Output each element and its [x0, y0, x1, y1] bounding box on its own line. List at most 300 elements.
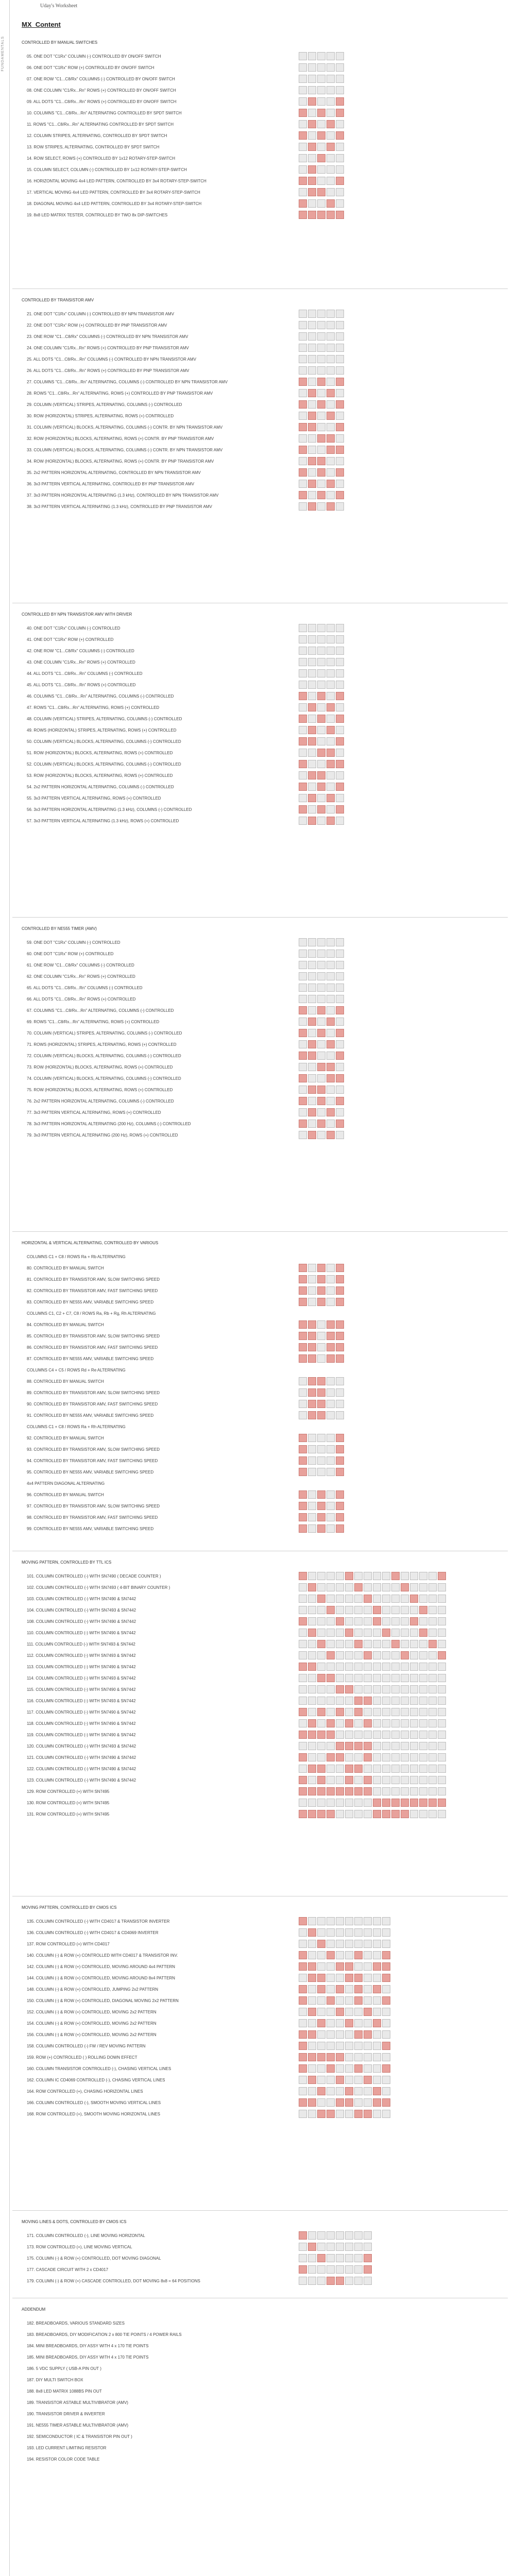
- led-on: [308, 2053, 316, 2061]
- led-off: [327, 783, 335, 791]
- led-off: [308, 1434, 316, 1442]
- led-off: [317, 1719, 325, 1727]
- item-label: 98. CONTROLLED BY TRANSISTOR AMV, FAST SWITCHING SPEED: [27, 1515, 158, 1520]
- list-item: [27, 2374, 508, 2385]
- led-on: [336, 400, 344, 409]
- led-on: [317, 188, 325, 196]
- led-on: [345, 1742, 353, 1750]
- led-off: [308, 1940, 316, 1948]
- led-on: [336, 692, 344, 700]
- led-off: [354, 2087, 363, 2095]
- led-off: [419, 1742, 427, 1750]
- led-off: [299, 647, 307, 655]
- led-off: [401, 1617, 409, 1625]
- led-off: [317, 1951, 325, 1959]
- led-on: [299, 1275, 307, 1283]
- led-off: [336, 669, 344, 677]
- led-on: [299, 1343, 307, 1351]
- led-off: [327, 2254, 335, 2262]
- item-label: 10. COLUMNS "C1...C8/Rx...Rn" ALTERNATING CONTROLLED BY SPDT SWITCH: [27, 110, 182, 115]
- led-on: [327, 749, 335, 757]
- led-on: [299, 2030, 307, 2039]
- led-off: [419, 1663, 427, 1671]
- led-on: [299, 1787, 307, 1795]
- led-off: [354, 1606, 363, 1614]
- list-item: [27, 1593, 508, 1604]
- item-label: 50. COLUMN (VERTICAL) BLOCKS, ALTERNATING, COLUMNS (-) CONTROLLED: [27, 739, 181, 744]
- led-off: [401, 1708, 409, 1716]
- led-on: [336, 1264, 344, 1272]
- led-on: [317, 1400, 325, 1408]
- led-off: [299, 86, 307, 94]
- section: [12, 1556, 508, 1896]
- list-item: [27, 1251, 508, 1262]
- led-off: [299, 1940, 307, 1948]
- led-on: [364, 1719, 372, 1727]
- led-off: [345, 1640, 353, 1648]
- section: [12, 1901, 508, 2211]
- led-pattern-preview: [299, 1040, 344, 1048]
- led-off: [327, 468, 335, 477]
- led-off: [373, 1640, 381, 1648]
- item-label: 49. ROWS (HORIZONTAL) STRIPES, ALTERNATING, ROWS (+) CONTROLLED: [27, 727, 177, 733]
- led-on: [373, 2019, 381, 2027]
- led-pattern-preview: [299, 389, 344, 397]
- item-label: 34. ROW (HORIZONTAL) BLOCKS, ALTERNATING, ROWS (+) CONTR. BY PNP TRANSISTOR AMV: [27, 459, 214, 464]
- led-off: [317, 389, 325, 397]
- led-off: [327, 344, 335, 352]
- list-item: [27, 1296, 508, 1308]
- led-off: [317, 938, 325, 946]
- led-pattern-preview: [299, 366, 344, 375]
- led-off: [336, 1651, 344, 1659]
- led-off: [299, 624, 307, 632]
- led-off: [327, 378, 335, 386]
- item-label: 193. LED CURRENT LIMITING RESISTOR: [27, 2445, 107, 2450]
- led-off: [308, 2087, 316, 2095]
- led-off: [336, 434, 344, 443]
- led-off: [345, 1674, 353, 1682]
- led-off: [308, 995, 316, 1003]
- led-on: [336, 1513, 344, 1521]
- led-off: [308, 2231, 316, 2240]
- led-off: [336, 984, 344, 992]
- led-off: [327, 1742, 335, 1750]
- led-pattern-preview: [299, 1029, 344, 1037]
- led-off: [299, 1108, 307, 1116]
- list-item: [27, 1500, 508, 1512]
- led-pattern-preview: [299, 737, 344, 745]
- led-on: [336, 468, 344, 477]
- led-off: [336, 961, 344, 969]
- led-on: [317, 1264, 325, 1272]
- led-on: [327, 1787, 335, 1795]
- led-off: [317, 52, 325, 60]
- led-off: [382, 2030, 390, 2039]
- item-label: 101. COLUMN CONTROLLED (-) WITH SN7490 ( DECADE COUNTER ): [27, 1573, 161, 1579]
- led-off: [327, 332, 335, 341]
- led-pattern-preview: [299, 480, 344, 488]
- led-off: [354, 2042, 363, 2050]
- led-on: [336, 1685, 344, 1693]
- led-off: [410, 1697, 418, 1705]
- led-off: [373, 1742, 381, 1750]
- led-on: [336, 211, 344, 219]
- led-on: [308, 1974, 316, 1982]
- led-off: [308, 1985, 316, 1993]
- led-on: [327, 2110, 335, 2118]
- led-pattern-preview: [299, 199, 344, 208]
- led-off: [401, 1776, 409, 1784]
- led-on: [308, 1719, 316, 1727]
- led-on: [308, 1108, 316, 1116]
- led-off: [299, 1928, 307, 1937]
- led-off: [299, 1742, 307, 1750]
- led-pattern-preview: [299, 950, 344, 958]
- led-off: [308, 1264, 316, 1272]
- led-on: [308, 817, 316, 825]
- item-label: 129. ROW CONTROLLED (+) WITH SN7495: [27, 1789, 110, 1794]
- led-on: [327, 1606, 335, 1614]
- led-on: [336, 1445, 344, 1453]
- led-off: [327, 1006, 335, 1014]
- led-pattern-preview: [299, 1974, 390, 1982]
- led-off: [299, 332, 307, 341]
- led-off: [410, 1651, 418, 1659]
- item-label: 52. COLUMN (VERTICAL) BLOCKS, ALTERNATING, COLUMNS (-) CONTROLLED: [27, 761, 181, 767]
- led-off: [354, 1940, 363, 1948]
- led-off: [308, 1799, 316, 1807]
- item-label: 92. CONTROLLED BY MANUAL SWITCH: [27, 1435, 104, 1440]
- led-pattern-preview: [299, 2064, 390, 2073]
- led-off: [327, 2243, 335, 2251]
- list-item: [27, 50, 508, 62]
- led-off: [317, 97, 325, 106]
- item-label: 137. ROW CONTROLLED (+) WITH CD4017: [27, 1941, 110, 1946]
- led-off: [299, 188, 307, 196]
- led-off: [345, 1753, 353, 1761]
- led-off: [327, 984, 335, 992]
- led-off: [354, 1572, 363, 1580]
- led-off: [428, 1651, 437, 1659]
- item-label: COLUMNS C1 + C8 / ROWS Ra + Rb ALTERNATING: [27, 1254, 126, 1259]
- led-off: [382, 1742, 390, 1750]
- led-off: [401, 1674, 409, 1682]
- list-item: [27, 1927, 508, 1938]
- led-off: [336, 658, 344, 666]
- led-off: [299, 1697, 307, 1705]
- led-off: [317, 961, 325, 969]
- led-off: [299, 97, 307, 106]
- led-off: [345, 2254, 353, 2262]
- led-pattern-preview: [299, 86, 344, 94]
- list-item: [27, 2029, 508, 2040]
- led-on: [317, 1940, 325, 1948]
- item-label: 75. ROW (HORIZONTAL) BLOCKS, ALTERNATING, ROWS (+) CONTROLLED: [27, 1087, 173, 1092]
- item-label: 45. ALL DOTS "C1...C8/Rx...Rn" ROWS (+) CONTROLLED: [27, 682, 136, 687]
- led-on: [327, 1651, 335, 1659]
- led-off: [327, 188, 335, 196]
- list-item: [27, 2241, 508, 2252]
- led-off: [410, 1719, 418, 1727]
- led-off: [327, 1502, 335, 1510]
- list-item: [27, 645, 508, 656]
- led-off: [345, 2030, 353, 2039]
- led-on: [391, 1799, 400, 1807]
- item-label: 135. COLUMN CONTROLLED (-) WITH CD4017 & TRANSISTOR INVERTER: [27, 1919, 170, 1924]
- list-item: [27, 96, 508, 107]
- led-off: [438, 1697, 446, 1705]
- led-on: [308, 1354, 316, 1363]
- led-off: [299, 2243, 307, 2251]
- led-on: [317, 1810, 325, 1818]
- list-item: [27, 2018, 508, 2029]
- led-off: [327, 1275, 335, 1283]
- item-label: 74. COLUMN (VERTICAL) BLOCKS, ALTERNATING, COLUMNS (-) CONTROLLED: [27, 1076, 181, 1081]
- led-off: [327, 75, 335, 83]
- led-off: [336, 86, 344, 94]
- list-item: [27, 2329, 508, 2340]
- led-on: [308, 1663, 316, 1671]
- led-on: [317, 1595, 325, 1603]
- led-off: [336, 1663, 344, 1671]
- led-off: [308, 2064, 316, 2073]
- section-rows: [27, 50, 508, 221]
- led-on: [308, 1052, 316, 1060]
- led-on: [317, 1513, 325, 1521]
- led-on: [299, 1663, 307, 1671]
- led-on: [419, 1799, 427, 1807]
- led-off: [345, 1606, 353, 1614]
- led-on: [327, 1719, 335, 1727]
- list-item: [27, 455, 508, 467]
- led-on: [308, 1810, 316, 1818]
- led-off: [391, 1697, 400, 1705]
- led-off: [438, 1685, 446, 1693]
- led-off: [336, 52, 344, 60]
- led-off: [382, 1572, 390, 1580]
- led-off: [299, 1583, 307, 1591]
- item-label: 11. ROWS "C1...C8/Rx...Rn" ALTERNATING CONTROLLED BY SPDT SWITCH: [27, 122, 174, 127]
- led-off: [401, 1663, 409, 1671]
- led-on: [299, 1332, 307, 1340]
- led-off: [336, 1799, 344, 1807]
- item-label: 77. 3x3 PATTERN VERTICAL ALTERNATING, ROWS (+) CONTROLLED: [27, 1110, 161, 1115]
- item-label: 48. COLUMN (VERTICAL) STRIPES, ALTERNATING, COLUMNS (-) CONTROLLED: [27, 716, 182, 721]
- led-off: [308, 1742, 316, 1750]
- led-off: [336, 120, 344, 128]
- led-off: [373, 1685, 381, 1693]
- led-off: [299, 2019, 307, 2027]
- item-label: 41. ONE DOT "C1Rx" ROW (+) CONTROLLED: [27, 637, 114, 642]
- item-label: 160. COLUMN TRANSISTOR CONTROLLED (-), CHASING VERTICAL LINES: [27, 2066, 171, 2071]
- led-off: [410, 1629, 418, 1637]
- list-item: [27, 489, 508, 501]
- list-item: [27, 2385, 508, 2397]
- led-off: [299, 703, 307, 711]
- led-on: [308, 1343, 316, 1351]
- led-off: [299, 310, 307, 318]
- led-on: [317, 715, 325, 723]
- led-off: [327, 1917, 335, 1925]
- led-on: [299, 211, 307, 219]
- led-off: [419, 1708, 427, 1716]
- led-on: [308, 120, 316, 128]
- item-label: 148. COLUMN (-) & ROW (+) CONTROLLED, JUMPING 2x2 PATTERN: [27, 1987, 159, 1992]
- led-off: [308, 1275, 316, 1283]
- led-on: [308, 1787, 316, 1795]
- list-item: [27, 713, 508, 724]
- led-off: [299, 995, 307, 1003]
- led-pattern-preview: [299, 1513, 344, 1521]
- list-item: [27, 342, 508, 353]
- led-off: [308, 1097, 316, 1105]
- led-off: [364, 1974, 372, 1982]
- led-off: [336, 2110, 344, 2118]
- item-label: 88. CONTROLLED BY MANUAL SWITCH: [27, 1379, 104, 1384]
- list-item: [27, 118, 508, 130]
- section-rows: [27, 622, 508, 826]
- list-item: [27, 1285, 508, 1296]
- led-on: [327, 434, 335, 443]
- led-off: [391, 1583, 400, 1591]
- led-on: [336, 737, 344, 745]
- led-off: [299, 1040, 307, 1048]
- led-on: [401, 1651, 409, 1659]
- led-off: [354, 2076, 363, 2084]
- led-on: [354, 2064, 363, 2073]
- led-off: [327, 1298, 335, 1306]
- led-pattern-preview: [299, 1052, 344, 1060]
- led-on: [299, 1490, 307, 1499]
- led-off: [308, 749, 316, 757]
- led-on: [317, 468, 325, 477]
- led-on: [438, 1572, 446, 1580]
- list-item: [27, 1118, 508, 1129]
- led-off: [327, 1434, 335, 1442]
- led-off: [317, 794, 325, 802]
- item-label: COLUMNS C1 + C8 / ROWS Ra + Rh ALTERNATING: [27, 1424, 126, 1429]
- led-off: [327, 1974, 335, 1982]
- led-off: [373, 2030, 381, 2039]
- led-off: [308, 491, 316, 499]
- list-item: [27, 724, 508, 736]
- led-pattern-preview: [299, 1400, 344, 1408]
- list-item: [27, 2340, 508, 2351]
- led-on: [428, 1640, 437, 1648]
- led-pattern-preview: [299, 1468, 344, 1476]
- item-label: 121. COLUMN CONTROLLED (-) WITH SN7490 & SN7442: [27, 1755, 136, 1760]
- led-off: [336, 938, 344, 946]
- led-off: [419, 1731, 427, 1739]
- list-item: [27, 634, 508, 645]
- item-label: 51. ROW (HORIZONTAL) BLOCKS, ALTERNATING, ROWS (+) CONTROLLED: [27, 750, 173, 755]
- list-item: [27, 1672, 508, 1684]
- led-off: [299, 165, 307, 174]
- led-off: [345, 1940, 353, 1948]
- led-off: [308, 1685, 316, 1693]
- list-item: [27, 187, 508, 198]
- led-on: [345, 1685, 353, 1693]
- led-pattern-preview: [299, 805, 344, 814]
- led-off: [308, 1753, 316, 1761]
- led-off: [373, 1583, 381, 1591]
- led-on: [317, 434, 325, 443]
- led-off: [336, 389, 344, 397]
- led-on: [336, 2076, 344, 2084]
- list-item: [27, 747, 508, 758]
- led-off: [299, 154, 307, 162]
- led-off: [327, 1799, 335, 1807]
- led-off: [299, 1131, 307, 1139]
- led-off: [299, 120, 307, 128]
- led-off: [382, 2087, 390, 2095]
- led-off: [364, 1985, 372, 1993]
- led-on: [354, 1951, 363, 1959]
- list-item: [27, 1421, 508, 1432]
- led-on: [299, 1120, 307, 1128]
- item-label: 13. ROW STRIPES, ALTERNATING, CONTROLLED BY SPDT SWITCH: [27, 144, 160, 149]
- led-pattern-preview: [299, 715, 344, 723]
- led-pattern-preview: [299, 143, 344, 151]
- item-label: 187. DIY MULTI SWITCH BOX: [27, 2377, 83, 2382]
- led-on: [354, 1697, 363, 1705]
- led-pattern-preview: [299, 1651, 446, 1659]
- led-on: [336, 1502, 344, 1510]
- led-on: [299, 446, 307, 454]
- led-off: [317, 647, 325, 655]
- led-on: [428, 1799, 437, 1807]
- led-off: [327, 2042, 335, 2050]
- led-off: [299, 972, 307, 980]
- led-pattern-preview: [299, 2231, 372, 2240]
- list-item: [27, 2351, 508, 2363]
- led-off: [336, 1400, 344, 1408]
- led-on: [336, 1962, 344, 1971]
- led-off: [364, 1917, 372, 1925]
- led-on: [308, 2243, 316, 2251]
- led-pattern-preview: [299, 1131, 344, 1139]
- led-off: [364, 2087, 372, 2095]
- led-off: [345, 1799, 353, 1807]
- list-item: [27, 1432, 508, 1444]
- led-pattern-preview: [299, 355, 344, 363]
- led-off: [308, 1120, 316, 1128]
- led-on: [308, 771, 316, 779]
- list-item: [27, 1616, 508, 1627]
- led-on: [327, 1343, 335, 1351]
- led-off: [438, 1742, 446, 1750]
- led-on: [327, 794, 335, 802]
- led-on: [299, 1731, 307, 1739]
- led-off: [308, 1708, 316, 1716]
- list-item: [27, 1376, 508, 1387]
- led-off: [336, 1810, 344, 1818]
- led-off: [308, 783, 316, 791]
- led-on: [364, 1595, 372, 1603]
- list-item: [27, 690, 508, 702]
- led-off: [354, 2098, 363, 2107]
- led-pattern-preview: [299, 321, 344, 329]
- led-on: [299, 1810, 307, 1818]
- led-on: [308, 703, 316, 711]
- led-off: [317, 120, 325, 128]
- led-on: [317, 1029, 325, 1037]
- led-on: [317, 1502, 325, 1510]
- led-off: [336, 1697, 344, 1705]
- led-on: [345, 1629, 353, 1637]
- item-label: 25. ALL DOTS "C1...C8/Rx...Rn" COLUMNS (-) CONTROLLED BY NPN TRANSISTOR AMV: [27, 357, 197, 362]
